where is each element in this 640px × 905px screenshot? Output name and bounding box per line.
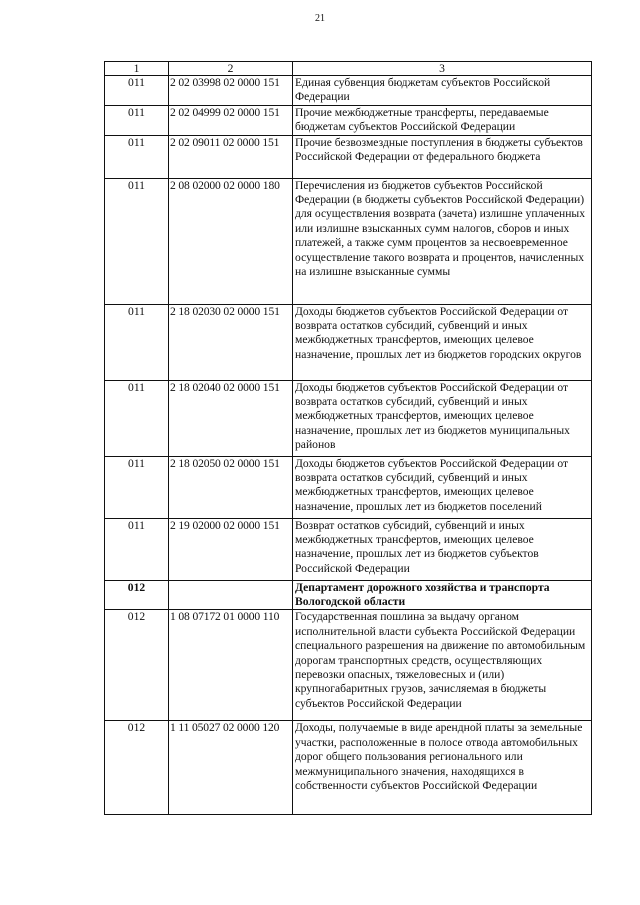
revenue-code-cell: 2 08 02000 02 0000 180 xyxy=(169,178,293,304)
revenue-code-cell xyxy=(169,580,293,610)
revenue-code-cell: 2 18 02040 02 0000 151 xyxy=(169,380,293,456)
admin-code-cell: 011 xyxy=(105,135,169,178)
revenue-name-cell: Департамент дорожного хозяйства и транспорта Вологодской области xyxy=(293,580,592,610)
table-row xyxy=(105,580,592,610)
table-row xyxy=(105,518,592,580)
table-row xyxy=(105,178,592,304)
page-number: 21 xyxy=(315,13,325,24)
table-row xyxy=(105,105,592,135)
column-header-2: 2 xyxy=(169,62,293,76)
revenue-name-cell: Доходы бюджетов субъектов Российской Федерации от возврата остатков субсидий, субвенций и иных межбюджетных трансфертов, имеющих целевое назначение, прошлых лет из бюджетов поселений xyxy=(293,456,592,518)
admin-code-cell: 011 xyxy=(105,105,169,135)
revenue-code-cell: 1 11 05027 02 0000 120 xyxy=(169,721,293,815)
admin-code-cell: 012 xyxy=(105,610,169,721)
column-header-1: 1 xyxy=(105,62,169,76)
admin-code-cell: 011 xyxy=(105,304,169,380)
table-row xyxy=(105,76,592,106)
revenue-code-cell: 2 19 02000 02 0000 151 xyxy=(169,518,293,580)
revenue-code-cell: 2 02 09011 02 0000 151 xyxy=(169,135,293,178)
revenue-name-cell: Возврат остатков субсидий, субвенций и иных межбюджетных трансфертов, имеющих целевое назначение, прошлых лет из бюджетов субъектов Российской Федерации xyxy=(293,518,592,580)
admin-code-cell: 011 xyxy=(105,76,169,106)
revenue-name-cell: Единая субвенция бюджетам субъектов Российской Федерации xyxy=(293,76,592,106)
table-row xyxy=(105,135,592,178)
revenue-code-cell: 2 18 02030 02 0000 151 xyxy=(169,304,293,380)
revenue-name-cell: Доходы бюджетов субъектов Российской Федерации от возврата остатков субсидий, субвенций и иных межбюджетных трансфертов, имеющих целевое назначение, прошлых лет из бюджетов городских округов xyxy=(293,304,592,380)
admin-code-cell: 011 xyxy=(105,178,169,304)
revenue-code-cell: 2 02 03998 02 0000 151 xyxy=(169,76,293,106)
revenue-name-cell: Государственная пошлина за выдачу органом исполнительной власти субъекта Российской Федерации специального разрешения на движение по автомобильным дорогам транспортных средств, осуществляющих перевозки опасных, тяжеловесных и (или) крупногабаритных грузов, зачисляемая в бюджеты субъектов Российской Федерации xyxy=(293,610,592,721)
revenue-name-cell: Прочие безвозмездные поступления в бюджеты субъектов Российской Федерации от федерального бюджета xyxy=(293,135,592,178)
column-header-3: 3 xyxy=(293,62,592,76)
revenue-code-cell: 2 02 04999 02 0000 151 xyxy=(169,105,293,135)
revenue-name-cell: Доходы бюджетов субъектов Российской Федерации от возврата остатков субсидий, субвенций и иных межбюджетных трансфертов, имеющих целевое назначение, прошлых лет из бюджетов муниципальных районов xyxy=(293,380,592,456)
revenue-code-cell: 1 08 07172 01 0000 110 xyxy=(169,610,293,721)
admin-code-cell: 011 xyxy=(105,456,169,518)
admin-code-cell: 012 xyxy=(105,721,169,815)
admin-code-cell: 011 xyxy=(105,380,169,456)
table-row xyxy=(105,456,592,518)
revenue-name-cell: Прочие межбюджетные трансферты, передаваемые бюджетам субъектов Российской Федерации xyxy=(293,105,592,135)
revenue-classification-table xyxy=(104,61,592,815)
admin-code-cell: 012 xyxy=(105,580,169,610)
admin-code-cell: 011 xyxy=(105,518,169,580)
table-row xyxy=(105,380,592,456)
table-row xyxy=(105,304,592,380)
table-header-row xyxy=(105,62,592,76)
revenue-name-cell: Перечисления из бюджетов субъектов Российской Федерации (в бюджеты субъектов Российской Федерации) для осуществления возврата (зачета) излишне уплаченных или излишне взысканных сумм налогов, сборов и иных платежей, а также сумм процентов за несвоевременное осуществление такого возврата и процентов, начисленных на излишне взысканные суммы xyxy=(293,178,592,304)
table-row xyxy=(105,610,592,721)
revenue-name-cell: Доходы, получаемые в виде арендной платы за земельные участки, расположенные в полосе отвода автомобильных дорог общего пользования регионального или межмуниципального значения, находящихся в собственности субъектов Российской Федерации xyxy=(293,721,592,815)
revenue-code-cell: 2 18 02050 02 0000 151 xyxy=(169,456,293,518)
table-row xyxy=(105,721,592,815)
